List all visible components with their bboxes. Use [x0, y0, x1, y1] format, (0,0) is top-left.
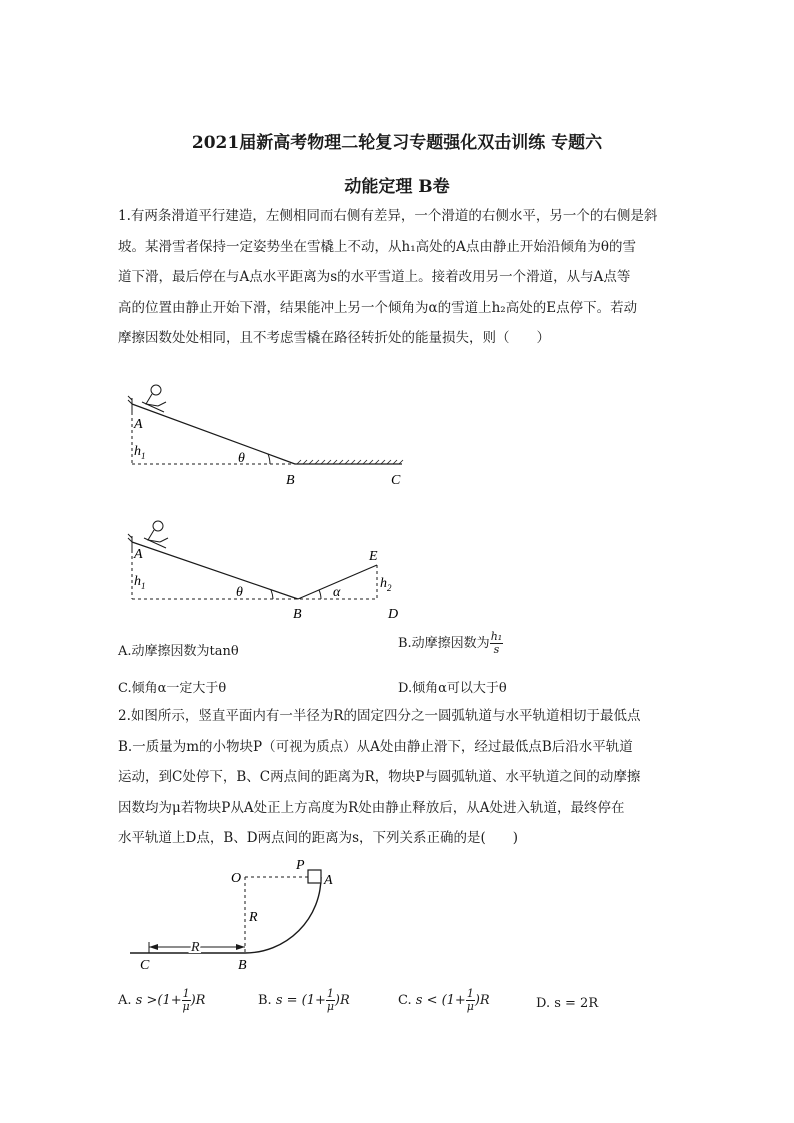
start-platform-icon — [128, 396, 132, 412]
label-h2: $h_2$ — [380, 576, 392, 593]
label-A: A — [324, 873, 333, 888]
skier-icon — [144, 521, 168, 548]
q2-option-a-right: )R — [190, 993, 206, 1008]
frac-denominator: s — [493, 643, 500, 656]
q2-option-a-fraction — [182, 988, 191, 1013]
label-h1: $h_1$ — [134, 574, 146, 591]
label-alpha: α — [333, 585, 341, 600]
q1-option-c[interactable]: C.倾角α一定大于θ — [118, 681, 227, 696]
q1-option-b[interactable] — [398, 631, 503, 656]
q2-option-c-right: )R — [474, 993, 490, 1008]
q2-line-3: 运动，到C处停下，B、C两点间的距离为R，物块P与圆弧轨道、水平轨道之间的动摩擦 — [118, 769, 641, 785]
q2-option-b-right: )R — [334, 993, 350, 1008]
slope-line — [132, 404, 295, 464]
frac-numerator: 1 — [326, 987, 334, 1000]
label-D: D — [388, 607, 399, 622]
q1-option-b-fraction — [490, 631, 504, 656]
q2-option-c-left: s < (1+ — [415, 993, 466, 1008]
q1-line-1: 1.有两条滑道平行建造，左侧相同而右侧有差异，一个滑道的右侧水平，另一个的右侧是斜 — [118, 208, 658, 224]
q2-option-c[interactable] — [398, 988, 490, 1013]
start-platform-icon — [128, 534, 132, 550]
q2-option-b[interactable] — [258, 988, 350, 1013]
slope-down-line — [132, 542, 298, 599]
q2-option-a-prefix: A. — [118, 993, 132, 1008]
question-2-text — [118, 701, 678, 854]
label-R-horizontal: R — [191, 940, 200, 955]
label-B: B — [293, 607, 302, 622]
ground-hatch — [297, 460, 403, 464]
label-C: C — [140, 958, 150, 973]
alpha-arc — [319, 590, 321, 599]
label-theta: θ — [236, 585, 243, 600]
q2-option-b-fraction — [326, 988, 335, 1013]
q1-option-d[interactable]: D.倾角α可以大于θ — [398, 681, 507, 696]
arrow-left-icon — [149, 944, 158, 950]
q2-option-c-prefix: C. — [398, 993, 412, 1008]
q2-option-c-fraction — [466, 988, 475, 1013]
label-R-vertical: R — [249, 910, 258, 925]
label-A: A — [134, 547, 143, 562]
q2-option-a[interactable] — [118, 988, 205, 1013]
figure-slope-slope — [118, 514, 418, 626]
label-P: P — [296, 858, 305, 873]
q1-line-5: 摩擦因数处处相同，且不考虑雪橇在路径转折处的能量损失，则（ ） — [118, 330, 550, 346]
theta-arc — [271, 590, 273, 599]
q2-option-b-left: s = (1+ — [275, 993, 326, 1008]
q1-line-2: 坡。某滑雪者保持一定姿势坐在雪橇上不动，从h₁高处的A点由静止开始沿倾角为θ的雪 — [118, 238, 636, 255]
label-O: O — [231, 871, 242, 886]
page-subtitle: 动能定理 B卷 — [344, 177, 450, 197]
q2-option-a-left: s >(1+ — [135, 993, 182, 1008]
label-theta: θ — [238, 451, 245, 466]
q2-line-1: 2.如图所示，竖直平面内有一半径为R的固定四分之一圆弧轨道与水平轨道相切于最低点 — [118, 708, 641, 724]
figure-slope-horizontal — [118, 378, 418, 490]
frac-denominator: μ — [466, 1000, 474, 1013]
frac-denominator: μ — [326, 1000, 334, 1013]
q2-line-5: 水平轨道上D点，B、D两点间的距离为s，下列关系正确的是( ) — [118, 830, 519, 846]
q2-line-2: B.一质量为m的小物块P（可视为质点）从A处由静止滑下，经过最低点B后沿水平轨道 — [118, 738, 633, 755]
q1-option-a[interactable]: A.动摩擦因数为tanθ — [118, 644, 239, 659]
q2-line-4: 因数均为μ若物块P从A处正上方高度为R处由静止释放后，从A处进入轨道，最终停在 — [118, 799, 625, 816]
frac-numerator: 1 — [182, 987, 190, 1000]
label-B: B — [238, 958, 247, 973]
arrow-right-icon — [236, 944, 245, 950]
q2-option-d[interactable]: D. s = 2R — [536, 996, 599, 1011]
q1-line-3: 道下滑，最后停在与A点水平距离为s的水平雪道上。接着改用另一个滑道，从与A点等 — [118, 269, 631, 285]
question-1-text — [118, 201, 678, 354]
theta-arc — [268, 454, 270, 464]
label-h1: $h_1$ — [134, 444, 146, 461]
skier-icon — [142, 385, 166, 412]
label-E: E — [369, 549, 378, 564]
frac-numerator: h₁ — [490, 630, 503, 643]
label-B: B — [286, 473, 295, 488]
q1-option-b-prefix: B.动摩擦因数为 — [398, 636, 490, 651]
page-title: 2021届新高考物理二轮复习专题强化双击训练 专题六 — [191, 133, 603, 153]
frac-numerator: 1 — [466, 987, 474, 1000]
q1-line-4: 高的位置由静止开始下滑，结果能冲上另一个倾角为α的雪道上h₂高处的E点停下。若动 — [118, 299, 638, 316]
block-p-icon — [308, 870, 321, 883]
figure-quarter-circle-track — [118, 855, 358, 975]
frac-denominator: μ — [182, 1000, 190, 1013]
label-A: A — [134, 417, 143, 432]
label-C: C — [391, 473, 401, 488]
q2-option-b-prefix: B. — [258, 993, 272, 1008]
